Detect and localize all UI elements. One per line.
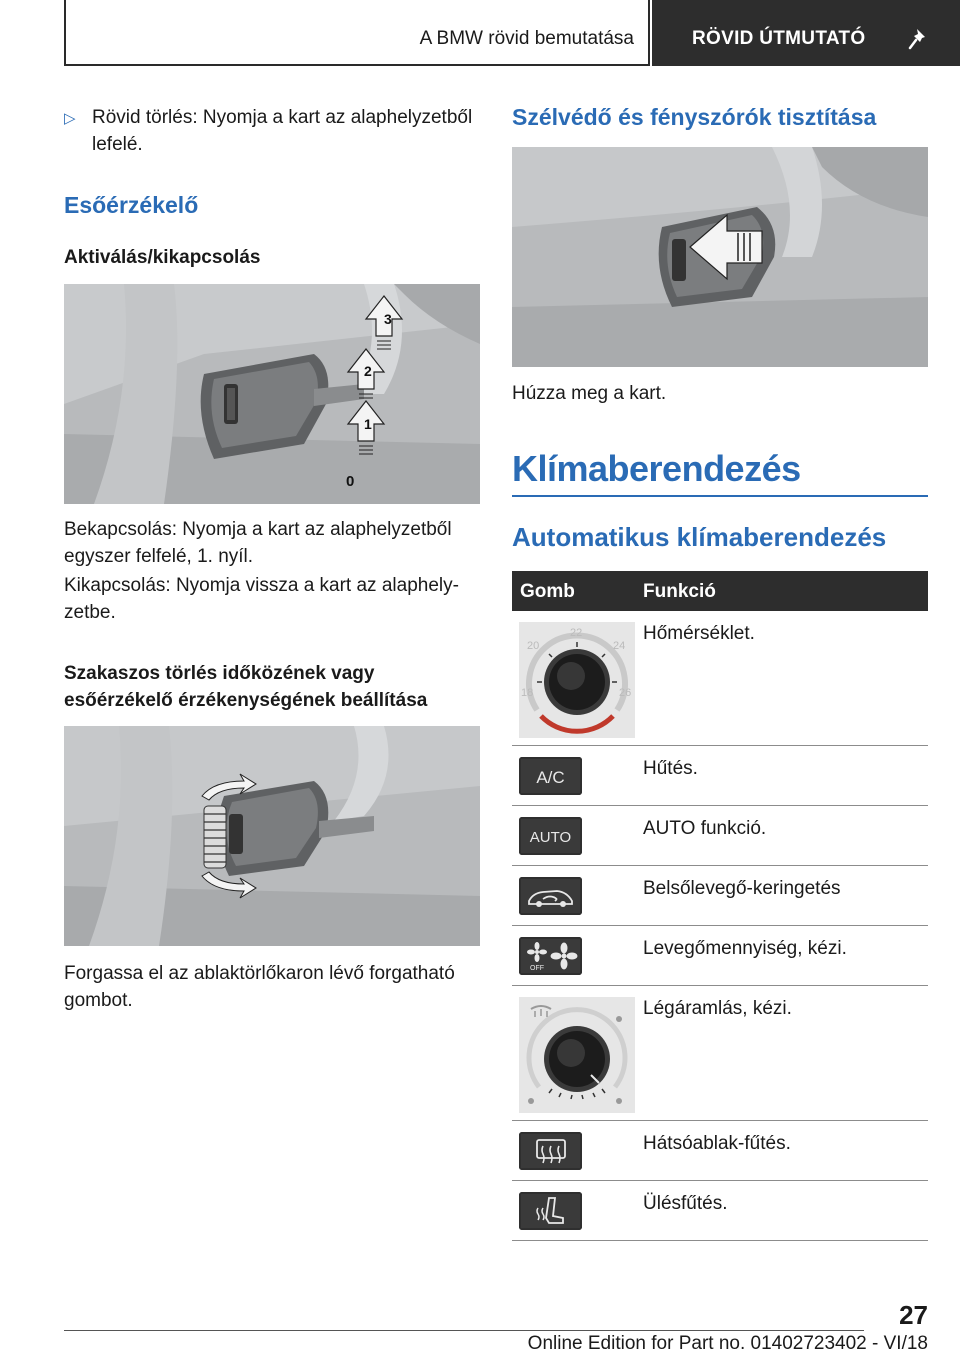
function-rear-defrost: Hátsóablak-fűtés. xyxy=(643,1133,791,1154)
column-header-function: Funkció xyxy=(643,581,716,602)
wiper-rotary-knob-illustration xyxy=(64,726,480,946)
function-temperature: Hőmérséklet. xyxy=(643,623,755,644)
function-seat-heating: Ülésfűtés. xyxy=(643,1193,728,1214)
climate-title: Klímaberendezés xyxy=(512,448,801,489)
auto-climate-heading: Automatikus klímaberendezés xyxy=(512,522,887,552)
svg-text:18: 18 xyxy=(521,687,534,699)
recirculation-icon xyxy=(519,877,582,915)
table-row xyxy=(512,866,928,926)
svg-text:OFF: OFF xyxy=(530,965,544,972)
column-header-button: Gomb xyxy=(520,581,575,602)
activation-text: Bekapcsolás: Nyomja a kart az alaphelyzetből egyszer felfelé, 1. nyíl. xyxy=(64,519,452,567)
bullet-triangle-icon: ▷ xyxy=(64,110,76,127)
function-cooling: Hűtés. xyxy=(643,758,698,779)
climate-buttons-table xyxy=(512,571,928,1241)
rain-sensor-heading: Esőérzékelő xyxy=(64,192,199,218)
lever-label-3: 3 xyxy=(384,311,392,327)
interval-heading: Szakaszos törlés időközének vagy esőérzékelő érzékenységének beállítása xyxy=(64,663,428,711)
rear-defrost-icon xyxy=(519,1132,582,1170)
seat-heating-icon xyxy=(519,1192,582,1230)
lever-label-1: 1 xyxy=(364,416,372,432)
rotary-knob-text: Forgassa el az ablaktörlőkaron lévő forgatható gombot. xyxy=(64,963,455,1011)
activation-heading: Aktiválás/kikapcsolás xyxy=(64,247,261,268)
temperature-dial-icon xyxy=(519,622,635,743)
bullet-text: Rövid törlés: Nyomja a kart az alaphelyzetből lefelé. xyxy=(92,107,473,155)
table-row xyxy=(512,806,928,866)
svg-text:20: 20 xyxy=(527,640,540,652)
header-section-title: A BMW rövid bemutatása xyxy=(419,28,634,49)
washer-heading: Szélvédő és fényszórók tisztítása xyxy=(512,104,877,130)
table-row xyxy=(512,746,928,806)
table-row xyxy=(512,986,928,1121)
function-auto: AUTO funkció. xyxy=(643,818,767,839)
svg-text:26: 26 xyxy=(619,687,632,699)
table-row xyxy=(512,926,928,986)
auto-button-icon xyxy=(519,817,582,855)
table-row xyxy=(512,1121,928,1181)
function-air-distribution: Légáramlás, kézi. xyxy=(643,998,792,1019)
washer-text: Húzza meg a kart. xyxy=(512,383,667,404)
page-number: 27 xyxy=(899,1300,928,1330)
svg-text:AUTO: AUTO xyxy=(529,829,572,846)
svg-text:A/C: A/C xyxy=(536,768,565,787)
washer-lever-illustration xyxy=(512,147,928,367)
table-row xyxy=(512,1181,928,1241)
svg-text:22: 22 xyxy=(570,627,583,639)
header-tab[interactable] xyxy=(652,0,960,66)
footer-divider xyxy=(64,1330,864,1331)
wiper-lever-positions-illustration xyxy=(64,284,480,504)
ac-button-icon xyxy=(519,757,582,795)
header-tab-label: RÖVID ÚTMUTATÓ xyxy=(692,28,866,49)
table-header xyxy=(512,571,928,611)
title-divider xyxy=(512,495,928,497)
pushpin-icon xyxy=(908,26,934,52)
svg-text:24: 24 xyxy=(613,640,626,652)
lever-label-2: 2 xyxy=(364,363,372,379)
function-air-volume: Levegőmennyiség, kézi. xyxy=(643,938,847,959)
function-recirculation: Belsőlevegő-keringetés xyxy=(643,878,841,899)
deactivation-text: Kikapcsolás: Nyomja vissza a kart az alaphely-zetbe. xyxy=(64,575,459,623)
footer-edition: Online Edition for Part no. 01402723402 - VI/18 xyxy=(527,1333,928,1354)
lever-label-0: 0 xyxy=(346,473,355,490)
fan-speed-icon xyxy=(519,937,582,975)
air-distribution-dial-icon xyxy=(519,997,635,1118)
table-row xyxy=(512,611,928,746)
